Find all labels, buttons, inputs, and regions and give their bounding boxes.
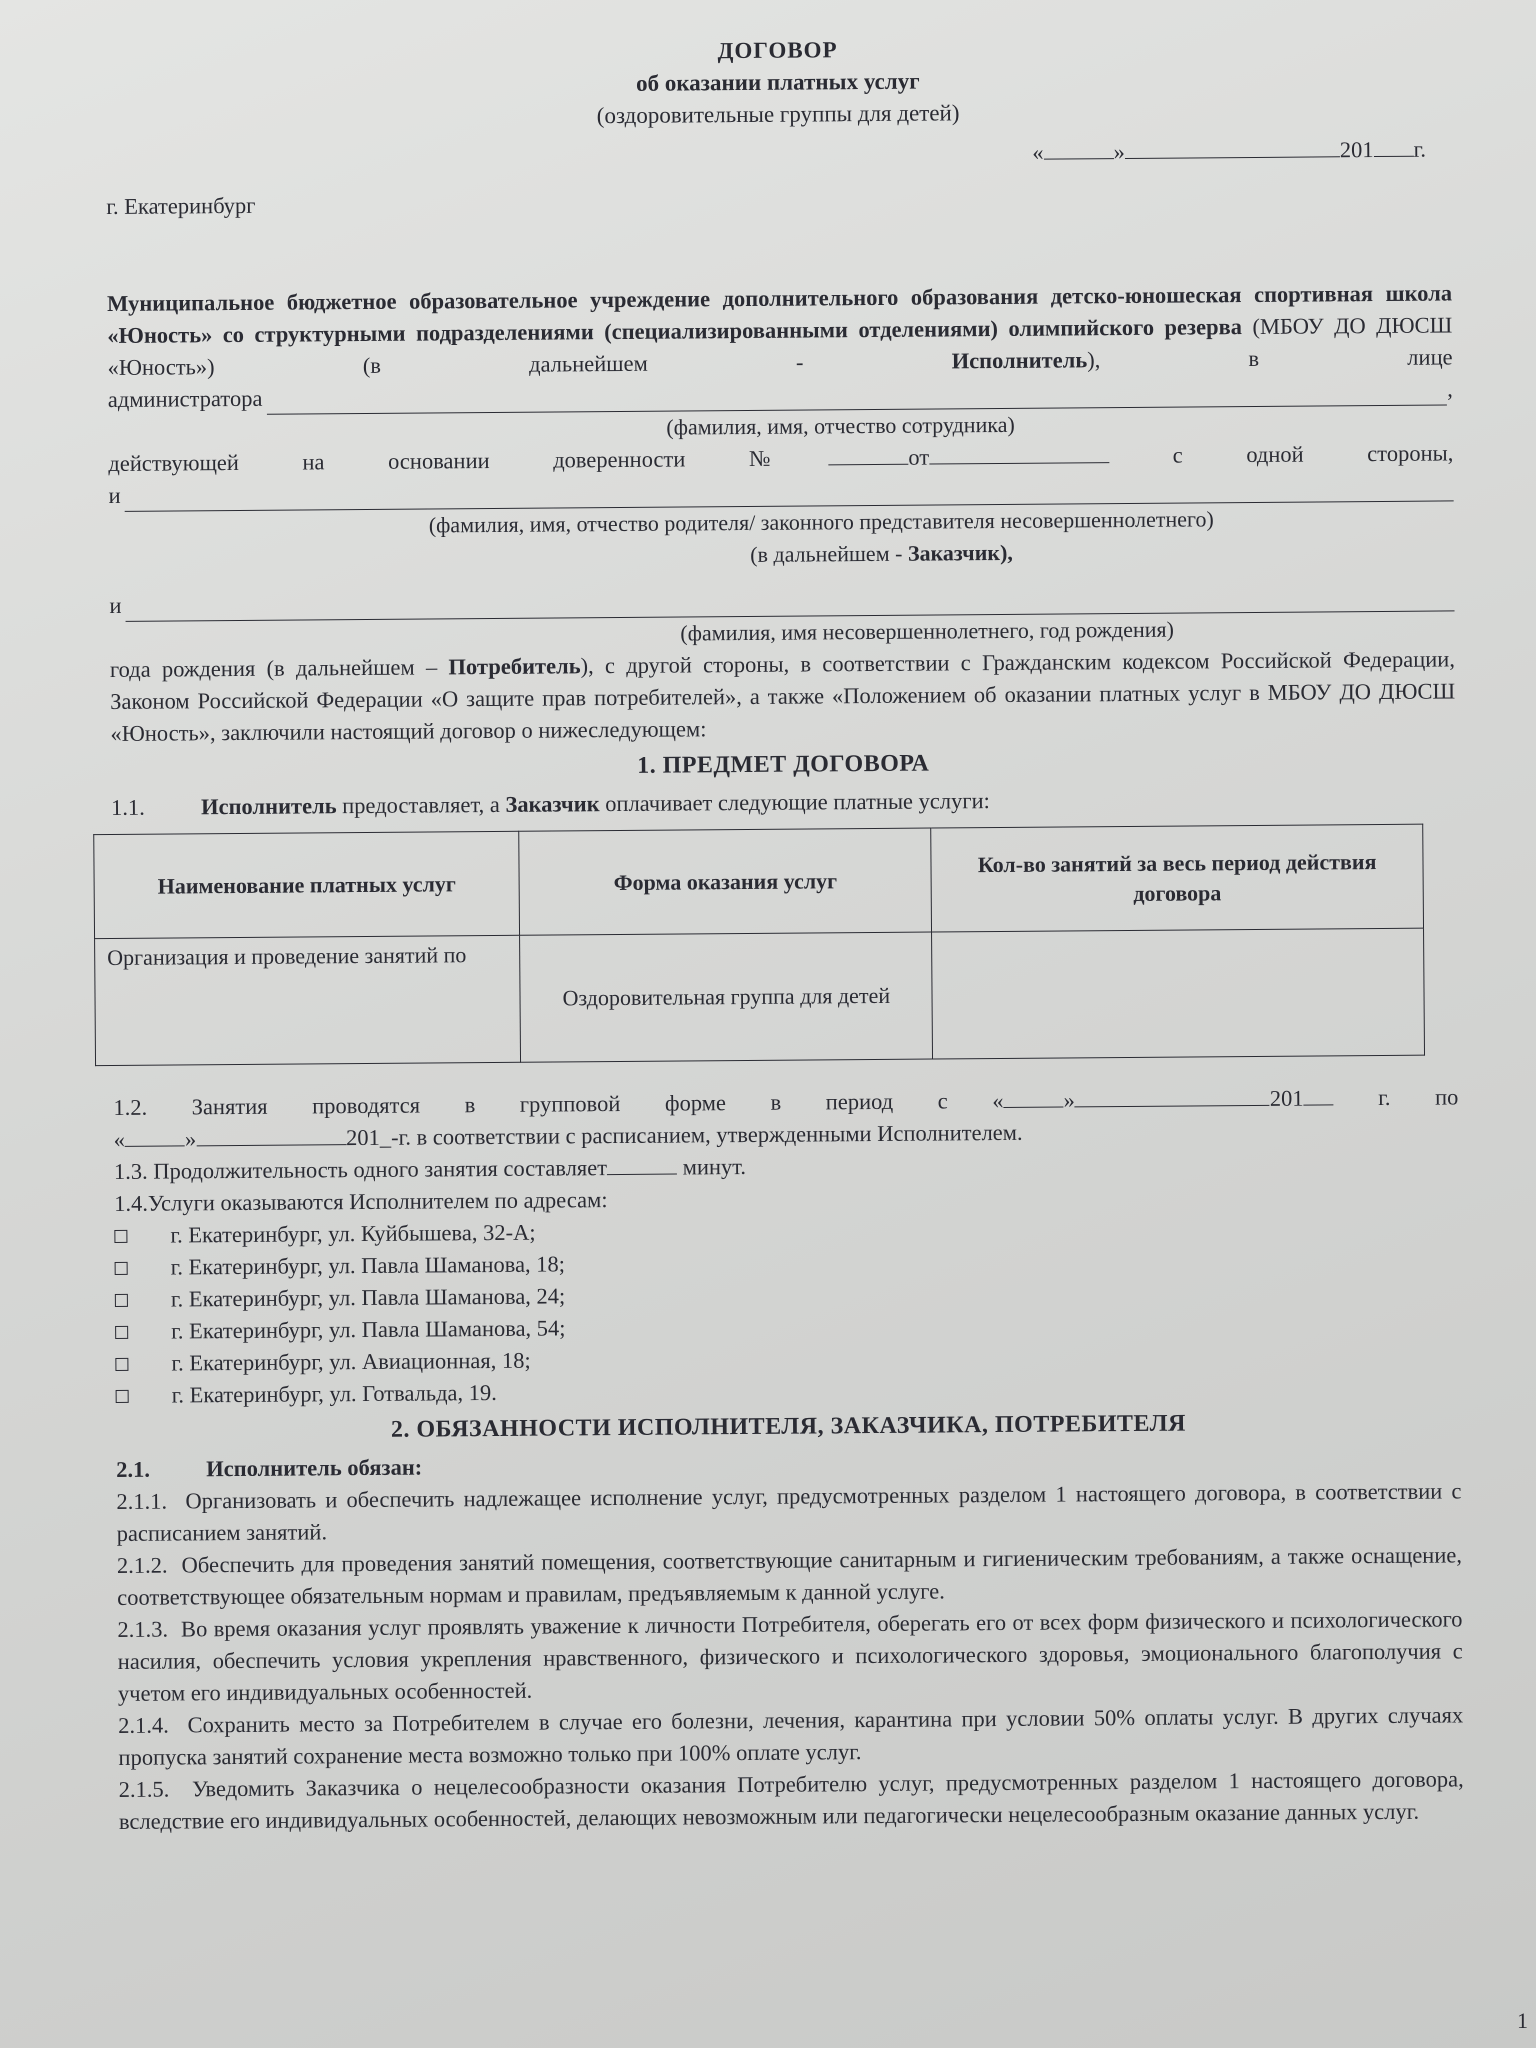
table-cell: Оздоровительная группа для детей — [520, 932, 933, 1062]
address-item: г. Екатеринбург, ул. Готвальда, 19. — [116, 1369, 1461, 1412]
address-item: г. Екатеринбург, ул. Авиационная, 18; — [115, 1337, 1460, 1380]
child-line: и — [109, 579, 1454, 622]
clause-2-1-3: 2.1.3. Во время оказания услуг проявлять уважение к личности Потребителя, оберегать его от всех форм физического и психологического насилия, обеспечить условия укрепления нравственного, физического и психологического здоровья, эмоционального благополучия с учетом его индивидуальных особенностей. — [117, 1606, 1463, 1706]
checkbox-icon — [115, 1357, 128, 1370]
parent-hint: (фамилия, имя, отчество родителя/ законного представителя несовершеннолетнего) — [428, 506, 1214, 538]
table-header: Кол-во занятий за весь период действия договора — [931, 824, 1424, 932]
table-cell — [932, 928, 1425, 1059]
document-subtitle-2: (оздоровительные группы для детей) — [596, 100, 960, 129]
services-table — [93, 824, 1425, 1066]
parent-line: и — [108, 469, 1453, 512]
page-number: 1 — [1517, 2008, 1528, 2033]
clause-1-3: 1.3. Продолжительность одного занятия составляет минут. — [114, 1145, 1459, 1188]
contract-page — [105, 29, 1464, 1838]
section-1-title: 1. ПРЕДМЕТ ДОГОВОРА — [637, 750, 930, 779]
clause-1-1: 1.1. Исполнитель предоставляет, а Заказчик оплачивает следующие платные услуги: — [110, 788, 990, 820]
checkbox-icon — [115, 1325, 128, 1338]
clause-1-4: 1.4.Услуги оказываются Исполнителем по адресам: — [114, 1187, 608, 1216]
admin-line: администратора , — [108, 373, 1453, 416]
address-item: г. Екатеринбург, ул. Павла Шаманова, 54; — [115, 1305, 1460, 1348]
contract-date: « » 201 г. — [1032, 134, 1426, 169]
clause-2-1-1: 2.1.1. Организовать и обеспечить надлежащее исполнение услуг, предусмотренных разделом 1 настоящего договора, в соответствии с расписанием занятий. — [116, 1478, 1462, 1546]
clause-2-1-4: 2.1.4. Сохранить место за Потребителем в случае его болезни, лечения, карантина при условии 50% оплаты услуг. В других случаях пропуска занятий сохранение места возможно только при 100% оплате услуг. — [118, 1702, 1464, 1770]
admin-hint: (фамилия, имя, отчество сотрудника) — [666, 411, 1015, 440]
clause-2-1-5: 2.1.5. Уведомить Заказчика о нецелесообразности оказания Потребителю услуг, предусмотренных разделом 1 настоящего договора, вследствие его индивидуальных особенностей, делающих невозможным или педагогически нецелесообразным оказание данных услуг. — [118, 1766, 1464, 1834]
clause-1-2-line2: « » 201_-г. в соответствии с расписанием, утвержденными Исполнителем. — [113, 1119, 1023, 1152]
clause-2-1: 2.1. Исполнитель обязан: — [116, 1454, 423, 1482]
preamble-conclusion: года рождения (в дальнейшем – Потребитель), с другой стороны, в соответствии с Гражданским кодексом Российской Федерации, Законом Российской Федерации «О защите прав потребителей», а также «Положением об оказании платных услуг в МБОУ ДО ДЮСШ «Юность», заключили настоящий договор о нижеследующем: — [109, 646, 1456, 746]
checkbox-icon — [115, 1261, 128, 1274]
document-subtitle: об оказании платных услуг — [635, 68, 920, 96]
table-row — [95, 928, 1425, 1065]
checkbox-icon — [116, 1389, 129, 1402]
address-item: г. Екатеринбург, ул. Павла Шаманова, 24; — [115, 1273, 1460, 1316]
child-hint: (фамилия, имя несовершеннолетнего, год рождения) — [680, 616, 1175, 646]
table-header-row — [94, 824, 1424, 938]
table-header: Наименование платных услуг — [94, 831, 520, 938]
clause-2-1-2: 2.1.2. Обеспечить для проведения занятий помещения, соответствующие санитарным и гигиеническим требованиям, а также оснащение, соответствующее обязательным нормам и правилам, предъявляемым к данной услуге. — [116, 1542, 1463, 1610]
preamble-party-executor: Муниципальное бюджетное образовательное учреждение дополнительного образования детско-юношеская спортивная школа «Юность» со структурными подразделениями (специализированными отделениями) олимпийского резерва (МБОУ ДО ДЮСШ «Юность») (в дальнейшем - Исполнитель), в лице — [106, 280, 1453, 380]
address-item: г. Екатеринбург, ул. Куйбышева, 32-А; — [114, 1209, 1459, 1252]
place-date-row — [106, 125, 1452, 226]
city: г. Екатеринбург — [106, 192, 256, 219]
clause-1-2: 1.2. Занятия проводятся в групповой форме в период с « » 201 г. по — [113, 1081, 1458, 1124]
acting-line: действующей на основании доверенности № от с одной стороны, — [108, 440, 1454, 476]
section-2-title: 2. ОБЯЗАННОСТИ ИСПОЛНИТЕЛЯ, ЗАКАЗЧИКА, ПОТРЕБИТЕЛЯ — [390, 1410, 1187, 1443]
customer-label: (в дальнейшем - Заказчик), — [750, 539, 1013, 567]
table-cell: Организация и проведение занятий по — [95, 935, 521, 1065]
document-title: ДОГОВОР — [717, 37, 838, 64]
checkbox-icon — [114, 1229, 127, 1242]
checkbox-icon — [115, 1293, 128, 1306]
address-item: г. Екатеринбург, ул. Павла Шаманова, 18; — [115, 1241, 1460, 1284]
table-header: Форма оказания услуг — [519, 828, 932, 935]
